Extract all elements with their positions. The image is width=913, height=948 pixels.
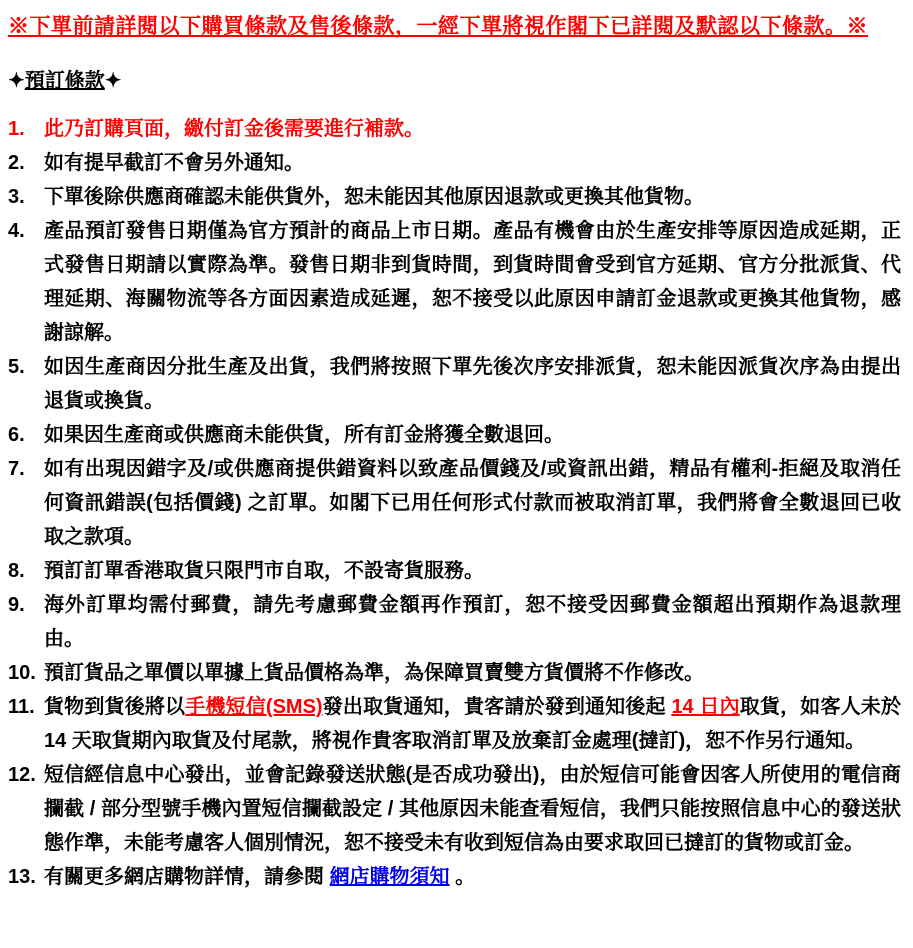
term-text: [44, 418, 901, 452]
term-number: 3.: [8, 186, 25, 208]
term-number: 10.: [8, 662, 36, 684]
term-text: [44, 452, 901, 554]
term-text: [44, 214, 901, 350]
plain-text: 產品預訂發售日期僅為官方預計的商品上市日期。產品有機會由於生產安排等原因造成延期，正式發售日期請以實際為準。發售日期非到貨時間，到貨時間會受到官方延期、官方分批派貨、代理延期、海關物流等各方面因素造成延遲，恕不接受以此原因申請訂金退款或更換其他貨物，感謝諒解。: [44, 220, 901, 344]
term-item-3: [8, 180, 901, 214]
term-text: [44, 554, 901, 588]
term-number: 12.: [8, 764, 36, 786]
term-number: 4.: [8, 220, 25, 242]
term-text: [44, 180, 901, 214]
term-item-2: [8, 146, 901, 180]
term-text: [44, 758, 901, 860]
term-number: 5.: [8, 356, 25, 378]
term-item-1: [8, 112, 901, 146]
term-item-12: [8, 758, 901, 860]
plain-text: 海外訂單均需付郵費，請先考慮郵費金額再作預訂，恕不接受因郵費金額超出預期作為退款理由。: [44, 594, 901, 650]
term-text: [44, 112, 901, 146]
highlighted-text: 14 日內: [671, 696, 740, 718]
plain-text: 取貨，如客人未於 14 天取貨期內取貨及付尾款，將視作貴客取消訂單及放棄訂金處理(撻訂)，恕不作另行通知。: [44, 696, 901, 752]
term-item-9: [8, 588, 901, 656]
term-text: [44, 588, 901, 656]
term-text: [44, 690, 901, 758]
plain-text: 有關更多網店購物詳情，請參閱: [44, 866, 330, 888]
term-item-11: [8, 690, 901, 758]
term-number: 11.: [8, 696, 35, 718]
store-shopping-notice-link[interactable]: 網店購物須知: [329, 866, 450, 888]
term-item-5: [8, 350, 901, 418]
term-number: 6.: [8, 424, 25, 446]
section-header: [8, 66, 901, 96]
plain-text: 預訂貨品之單價以單據上貨品價格為準，為保障買賣雙方貨價將不作修改。: [44, 662, 704, 684]
term-text: [44, 146, 901, 180]
term-item-8: [8, 554, 901, 588]
term-number: 7.: [8, 458, 25, 480]
term-item-4: [8, 214, 901, 350]
terms-document: [8, 12, 901, 894]
term-number: 13.: [8, 866, 36, 888]
plain-text: 貨物到貨後將以: [44, 696, 186, 718]
term-number: 2.: [8, 152, 25, 174]
plain-text: 下單後除供應商確認未能供貨外，恕未能因其他原因退款或更換其他貨物。: [44, 186, 704, 208]
term-text: [44, 860, 901, 894]
term-text: [44, 350, 901, 418]
plain-text: 如有出現因錯字及/或供應商提供錯資料以致產品價錢及/或資訊出錯，精品有權利-拒絕及取消任何資訊錯誤(包括價錢) 之訂單。如閣下已用任何形式付款而被取消訂單，我們將會全數退回已收取之款項。: [44, 458, 901, 548]
highlighted-text: 手機短信(SMS): [185, 696, 323, 718]
term-item-13: [8, 860, 901, 894]
term-item-10: [8, 656, 901, 690]
term-number: 8.: [8, 560, 25, 582]
term-item-7: [8, 452, 901, 554]
plain-text: 預訂訂單香港取貨只限門市自取，不設寄貨服務。: [44, 560, 484, 582]
term-item-6: [8, 418, 901, 452]
plain-text: 發出取貨通知，貴客請於發到通知後起: [322, 696, 672, 718]
plain-text: 短信經信息中心發出，並會記錄發送狀態(是否成功發出)，由於短信可能會因客人所使用的電信商攔截 / 部分型號手機內置短信攔截設定 / 其他原因未能查看短信，我們只能按照信息中心的發送狀態作準，未能考慮客人個別情況，恕不接受未有收到短信為由要求取回已撻訂的貨物或訂金。: [44, 764, 901, 854]
term-number: 1.: [8, 118, 25, 140]
section-decor-left-icon: ✦: [8, 70, 25, 92]
term-text: [44, 656, 901, 690]
term-number: 9.: [8, 594, 25, 616]
plain-text: 如有提早截訂不會另外通知。: [44, 152, 304, 174]
plain-text: 。: [449, 866, 476, 888]
plain-text: 此乃訂購頁面，繳付訂金後需要進行補款。: [44, 118, 424, 140]
plain-text: 如果因生產商或供應商未能供貨，所有訂金將獲全數退回。: [44, 424, 564, 446]
page-title: ※下單前請詳閱以下購買條款及售後條款，一經下單將視作閣下已詳閱及默認以下條款。※: [8, 15, 868, 38]
plain-text: 如因生產商因分批生產及出貨，我們將按照下單先後次序安排派貨，恕未能因派貨次序為由提出退貨或換貨。: [44, 356, 901, 412]
section-label: 預訂條款: [24, 70, 105, 92]
section-decor-right-icon: ✦: [104, 70, 122, 92]
terms-list: [8, 112, 901, 894]
